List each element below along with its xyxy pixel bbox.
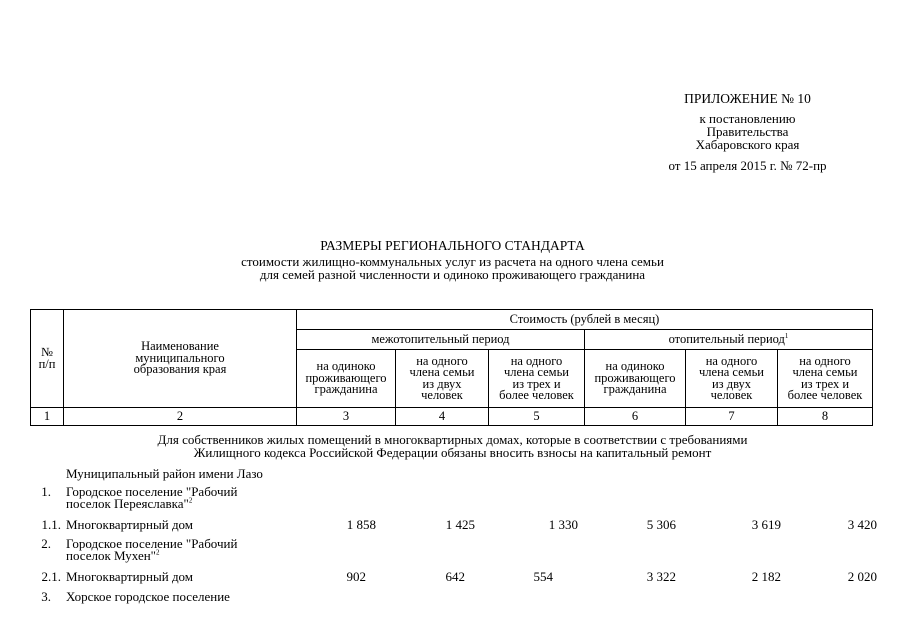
header-num: № п/п bbox=[31, 310, 64, 408]
value-cell: 902 bbox=[346, 569, 366, 584]
header-subcol: на одного члена семьи из двух человек bbox=[686, 350, 778, 408]
intro-line: Жилищного кодекса Российской Федерации обязаны вносить взносы на капитальный ремонт bbox=[193, 444, 712, 460]
index-cell: 7 bbox=[686, 408, 778, 426]
row-name: Городское поселение "Рабочий поселок Мухен"$^2$ bbox=[66, 536, 238, 563]
value-cell: 554 bbox=[533, 569, 553, 584]
value-cell: 3 619 bbox=[751, 517, 781, 532]
header-name: Наименование муниципального образования края bbox=[64, 310, 297, 408]
row-name: Городское поселение "Рабочий поселок Переяславка"$^2$ bbox=[66, 484, 238, 511]
appendix-date: от 15 апреля 2015 г. № 72-пр bbox=[668, 158, 827, 173]
appendix-line: Правительства bbox=[706, 124, 789, 139]
row-name: Хорское городское поселение bbox=[66, 589, 230, 604]
header-subcol: на одного члена семьи из двух человек bbox=[396, 350, 489, 408]
footnote-mark: 2 bbox=[188, 496, 193, 505]
value-cell: 3 322 bbox=[646, 569, 676, 584]
row-number: 2. bbox=[41, 536, 51, 551]
header-subcol: на одного члена семьи из трех и более человек bbox=[489, 350, 585, 408]
value-cell: 642 bbox=[445, 569, 465, 584]
standards-table-header bbox=[30, 309, 873, 426]
appendix-line: к постановлению bbox=[699, 111, 796, 126]
district-heading: Муниципальный район имени Лазо bbox=[66, 466, 263, 481]
section-intro bbox=[0, 434, 905, 459]
row-number: 1.1. bbox=[41, 517, 61, 532]
document-subtitle bbox=[0, 256, 905, 281]
index-cell: 1 bbox=[31, 408, 64, 426]
row-name: Многоквартирный дом bbox=[66, 569, 194, 584]
value-cell: 2 182 bbox=[751, 569, 781, 584]
header-subcol: на одиноко проживающего гражданина bbox=[297, 350, 396, 408]
header-cost: Стоимость (рублей в месяц) bbox=[297, 310, 873, 330]
value-cell: 1 425 bbox=[445, 517, 475, 532]
row-number: 2.1. bbox=[41, 569, 61, 584]
footnote-mark: 2 bbox=[155, 548, 160, 557]
index-cell: 3 bbox=[297, 408, 396, 426]
header-subcol: на одиноко проживающего гражданина bbox=[585, 350, 686, 408]
index-cell: 4 bbox=[396, 408, 489, 426]
value-cell: 1 330 bbox=[548, 517, 578, 532]
index-cell: 8 bbox=[778, 408, 873, 426]
header-period-off: межотопительный период bbox=[297, 330, 585, 350]
value-cell: 3 420 bbox=[847, 517, 877, 532]
index-cell: 6 bbox=[585, 408, 686, 426]
value-cell: 1 858 bbox=[346, 517, 376, 532]
appendix-title: ПРИЛОЖЕНИЕ № 10 bbox=[684, 91, 811, 106]
subtitle-line: для семей разной численности и одиноко проживающего гражданина bbox=[259, 266, 646, 282]
index-cell: 2 bbox=[64, 408, 297, 426]
appendix-line: Хабаровского края bbox=[695, 137, 800, 152]
row-number: 1. bbox=[41, 484, 51, 499]
header-period-heat: отопительный период$^1$ bbox=[585, 330, 873, 350]
header-subcol: на одного члена семьи из трех и более человек bbox=[778, 350, 873, 408]
intro-line: Для собственников жилых помещений в многоквартирных домах, которые в соответствии с требованиями bbox=[157, 432, 748, 447]
value-cell: 2 020 bbox=[847, 569, 877, 584]
row-number: 3. bbox=[41, 589, 51, 604]
footnote-mark: 1 bbox=[784, 331, 789, 340]
row-name: Многоквартирный дом bbox=[66, 517, 194, 532]
subtitle-line: стоимости жилищно-коммунальных услуг из расчета на одного члена семьи bbox=[241, 254, 664, 269]
appendix-block bbox=[640, 92, 855, 172]
index-cell: 5 bbox=[489, 408, 585, 426]
document-title: РАЗМЕРЫ РЕГИОНАЛЬНОГО СТАНДАРТА bbox=[320, 238, 585, 253]
value-cell: 5 306 bbox=[646, 517, 676, 532]
